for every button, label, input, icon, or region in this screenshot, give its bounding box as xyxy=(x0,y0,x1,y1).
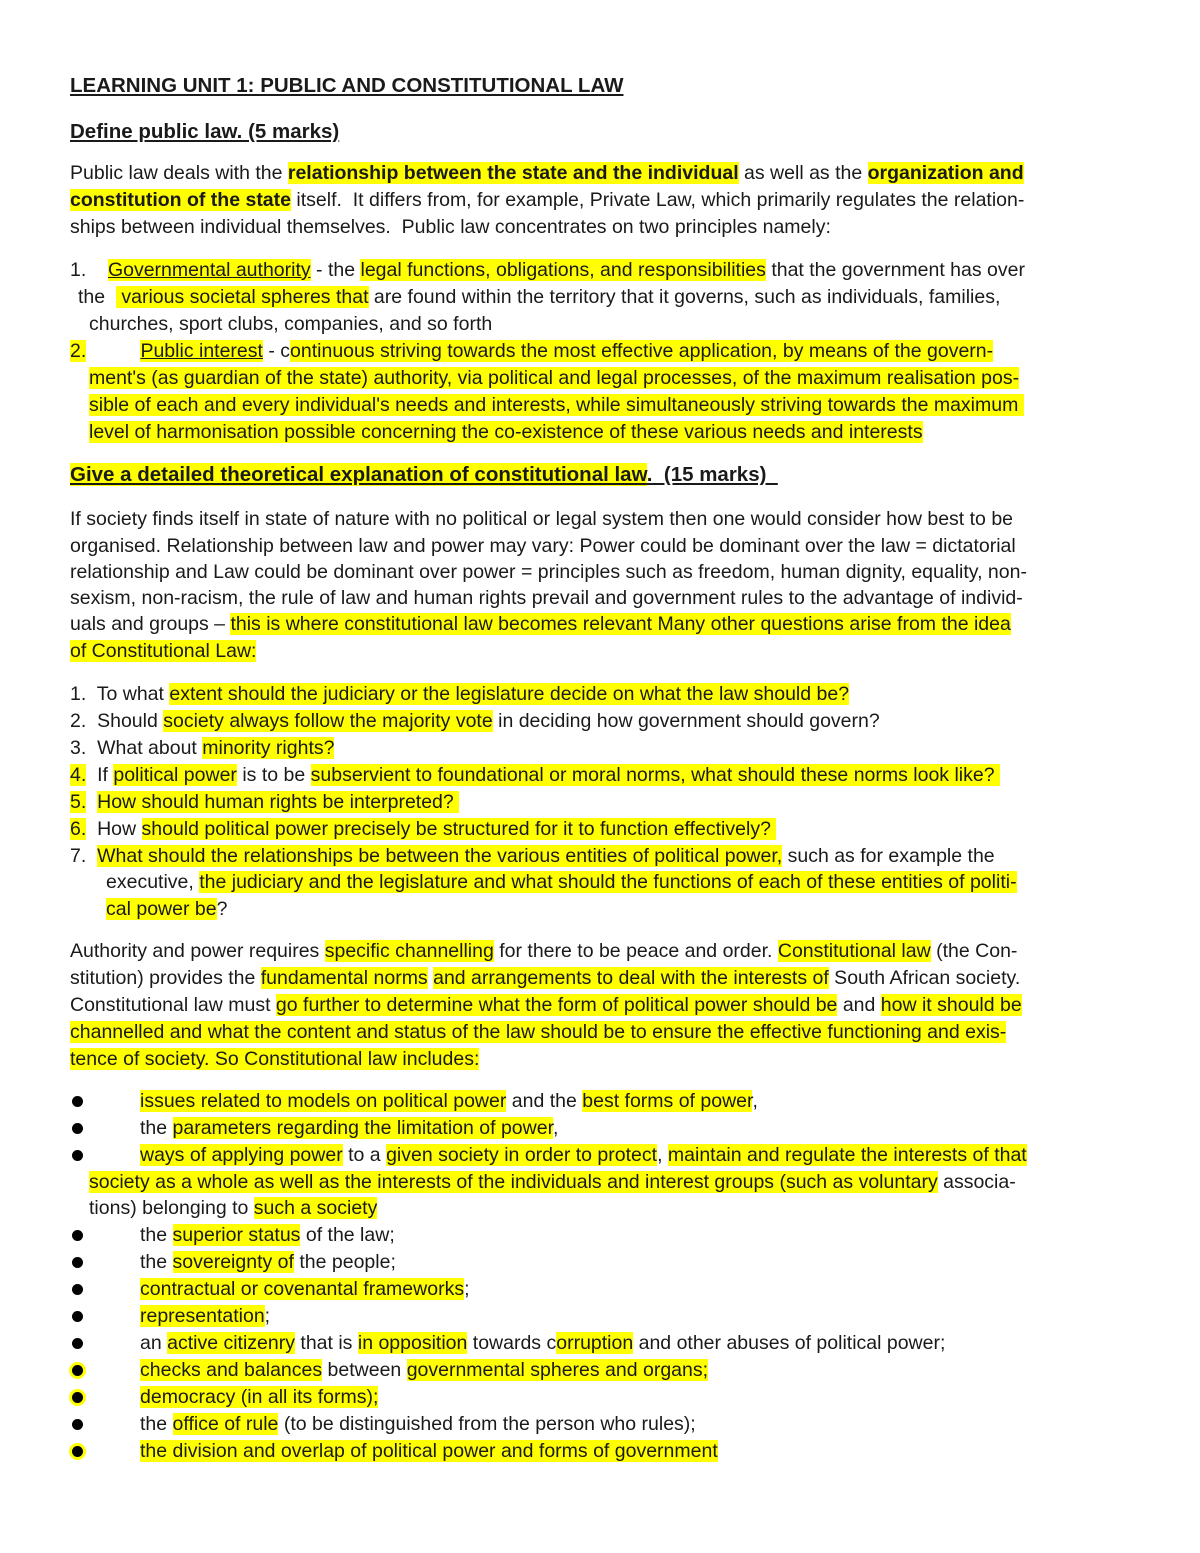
highlighted-text: maintain and regulate the interests of that xyxy=(667,1144,1027,1166)
highlighted-text: Governmental authority xyxy=(107,259,311,281)
bullet-icon xyxy=(72,1392,83,1403)
highlighted-text: How should human rights be interpreted? xyxy=(97,791,460,813)
highlighted-text: political power xyxy=(113,764,237,786)
text-run: , xyxy=(657,1144,668,1166)
highlighted-text: given society in order to protect xyxy=(386,1144,658,1166)
highlighted-text: this is where constitutional law becomes relevant Many other questions arise from the idea xyxy=(230,613,1011,635)
text-run: an xyxy=(140,1332,168,1354)
bullet-icon xyxy=(72,1257,83,1268)
text-run: . (15 marks) xyxy=(646,463,778,486)
text-line xyxy=(89,1169,1016,1196)
text-run: LEARNING UNIT 1: PUBLIC AND CONSTITUTIONAL LAW xyxy=(70,74,624,97)
highlighted-text: issues related to models on political power xyxy=(140,1090,507,1112)
highlighted-text: What should the relationships be between the various entities of political power, xyxy=(97,845,783,867)
text-run: the xyxy=(140,1224,173,1246)
text-line xyxy=(70,681,849,708)
text-line xyxy=(70,938,1017,965)
text-run: is to be xyxy=(236,764,311,786)
bullet-icon xyxy=(72,1096,83,1107)
text-line xyxy=(70,338,993,365)
highlighted-text: governmental spheres and organs; xyxy=(406,1359,709,1381)
highlighted-text: society as a whole as well as the interests of the individuals and interest groups (such as voluntary xyxy=(89,1171,938,1193)
text-line xyxy=(140,1249,396,1276)
text-run: itself. It differs from, for example, Private Law, which primarily regulates the relation- xyxy=(291,189,1025,211)
text-run: 3. What about xyxy=(70,737,203,759)
bullet-icon xyxy=(72,1150,83,1161)
text-line xyxy=(70,214,831,241)
text-line xyxy=(70,735,334,762)
text-line xyxy=(70,992,1022,1019)
text-run: organised. Relationship between law and power may vary: Power could be dominant over the law = dictatorial xyxy=(70,535,1016,557)
text-line xyxy=(89,311,492,338)
text-run: ; xyxy=(264,1305,271,1327)
text-line xyxy=(140,1115,558,1142)
highlighted-text: relationship between the state and the individual xyxy=(287,162,739,184)
highlighted-text: specific channelling xyxy=(324,940,494,962)
text-run: to a xyxy=(342,1144,387,1166)
text-line xyxy=(140,1411,696,1438)
highlighted-text: 6. xyxy=(70,818,87,840)
text-run: and xyxy=(837,994,881,1016)
text-run: - c xyxy=(262,340,291,362)
highlighted-text: fundamental norms xyxy=(260,967,428,989)
highlighted-text: democracy (in all its forms); xyxy=(140,1386,379,1408)
highlighted-text: and arrangements to deal with the interests of xyxy=(433,967,829,989)
text-line xyxy=(140,1222,395,1249)
highlighted-text: minority rights? xyxy=(202,737,335,759)
text-run: Constitutional law must xyxy=(70,994,276,1016)
highlighted-text: representation xyxy=(140,1305,265,1327)
text-line xyxy=(106,869,1017,896)
highlighted-text: the judiciary and the legislature and what should the functions of each of these entities of politi- xyxy=(199,871,1017,893)
text-run: If xyxy=(86,764,114,786)
highlighted-text: 4. xyxy=(70,764,87,786)
text-line xyxy=(89,1195,377,1222)
highlighted-text: constitution of the state xyxy=(70,189,291,211)
text-run: in deciding how government should govern? xyxy=(492,710,880,732)
bullet-icon xyxy=(72,1123,83,1134)
text-run: (to be distinguished from the person who rules); xyxy=(278,1413,696,1435)
text-run: Public law deals with the xyxy=(70,162,288,184)
text-run: uals and groups – xyxy=(70,613,231,635)
text-line xyxy=(70,559,1027,586)
text-run: churches, sport clubs, companies, and so forth xyxy=(89,313,493,335)
text-line xyxy=(140,1088,758,1115)
text-run: 7. xyxy=(70,845,98,867)
text-run: associa- xyxy=(937,1171,1016,1193)
highlighted-text: parameters regarding the limitation of power xyxy=(172,1117,553,1139)
text-run: If society finds itself in state of nature with no political or legal system then one would consider how best to be xyxy=(70,508,1014,530)
highlighted-text: 2. xyxy=(70,340,87,362)
highlighted-text: level of harmonisation possible concerning the co-existence of these various needs and interests xyxy=(89,421,923,443)
highlighted-text: extent should the judiciary or the legislature decide on what the law should be? xyxy=(169,683,850,705)
highlighted-text: Give a detailed theoretical explanation of constitutional law xyxy=(70,463,647,486)
highlighted-text: sovereignty of xyxy=(172,1251,294,1273)
text-run: relationship and Law could be dominant over power = principles such as freedom, human dignity, equality, non- xyxy=(70,561,1027,583)
text-run: (the Con- xyxy=(930,940,1018,962)
highlighted-text: how it should be xyxy=(880,994,1022,1016)
text-run: sexism, non-racism, the rule of law and human rights prevail and government rules to the advantage of individ- xyxy=(70,587,1023,609)
highlighted-text: office of rule xyxy=(172,1413,279,1435)
highlighted-text: ways of applying power xyxy=(140,1144,343,1166)
highlighted-text: best forms of power xyxy=(582,1090,753,1112)
text-run: the xyxy=(140,1251,173,1273)
bullet-icon xyxy=(72,1230,83,1241)
section-heading xyxy=(70,72,623,99)
text-line xyxy=(70,257,1025,284)
text-run: ? xyxy=(216,898,228,920)
bullet-icon xyxy=(72,1338,83,1349)
highlighted-text: contractual or covenantal frameworks xyxy=(140,1278,465,1300)
text-run: stitution) provides the xyxy=(70,967,261,989)
text-line xyxy=(70,708,880,735)
text-line xyxy=(70,638,256,665)
text-run: Authority and power requires xyxy=(70,940,325,962)
text-line xyxy=(140,1438,718,1465)
text-line xyxy=(140,1384,378,1411)
text-line xyxy=(70,611,1011,638)
text-run: are found within the territory that it governs, such as individuals, families, xyxy=(368,286,1001,308)
text-line xyxy=(140,1276,470,1303)
highlighted-text: orruption xyxy=(556,1332,634,1354)
text-line xyxy=(70,1046,479,1073)
text-run: the xyxy=(140,1117,173,1139)
text-line xyxy=(70,187,1024,214)
text-line xyxy=(89,392,1024,419)
bullet-icon xyxy=(72,1365,83,1376)
text-run: that is xyxy=(294,1332,358,1354)
text-run: 1. xyxy=(70,259,108,281)
highlighted-text: Constitutional law xyxy=(777,940,931,962)
text-line xyxy=(78,284,1000,311)
text-run: 2. Should xyxy=(70,710,164,732)
highlighted-text: 5. xyxy=(70,791,87,813)
text-line xyxy=(140,1357,708,1384)
text-line xyxy=(70,506,1013,533)
highlighted-text: cal power be xyxy=(106,898,217,920)
highlighted-text: the division and overlap of political power and forms of government xyxy=(140,1440,718,1462)
text-run: as well as the xyxy=(738,162,868,184)
bullet-icon xyxy=(72,1311,83,1322)
highlighted-text: sible of each and every individual's needs and interests, while simultaneously striving towards the maximum xyxy=(89,394,1024,416)
text-line xyxy=(70,843,995,870)
text-run: the people; xyxy=(293,1251,396,1273)
text-run: ; xyxy=(464,1278,470,1300)
section-heading xyxy=(70,118,339,145)
highlighted-text: such a society xyxy=(253,1197,378,1219)
highlighted-text: ontinuous striving towards the most effective application, by means of the govern- xyxy=(290,340,994,362)
highlighted-text: legal functions, obligations, and responsibilities xyxy=(360,259,766,281)
highlighted-text: active citizenry xyxy=(167,1332,295,1354)
text-run xyxy=(86,340,140,362)
text-run: , xyxy=(552,1117,559,1139)
section-heading xyxy=(70,461,778,488)
highlighted-text: channelled and what the content and status of the law should be to ensure the effective functioning and exis- xyxy=(70,1021,1007,1043)
text-line xyxy=(140,1330,945,1357)
text-line xyxy=(140,1303,270,1330)
text-run: the xyxy=(140,1413,173,1435)
text-line xyxy=(70,816,776,843)
bullet-icon xyxy=(72,1446,83,1457)
text-run: the xyxy=(78,286,116,308)
text-line xyxy=(70,965,1020,992)
text-run: of the law; xyxy=(300,1224,395,1246)
text-line xyxy=(89,419,923,446)
text-line xyxy=(70,585,1023,612)
highlighted-text: subservient to foundational or moral norms, what should these norms look like? xyxy=(310,764,1000,786)
text-line xyxy=(106,896,227,923)
text-run: that the government has over xyxy=(765,259,1025,281)
highlighted-text: superior status xyxy=(172,1224,301,1246)
highlighted-text: tence of society. So Constitutional law includes: xyxy=(70,1048,480,1070)
text-run: towards c xyxy=(467,1332,557,1354)
bullet-icon xyxy=(72,1419,83,1430)
text-line xyxy=(70,762,1000,789)
text-run: and the xyxy=(506,1090,583,1112)
highlighted-text: go further to determine what the form of political power should be xyxy=(275,994,838,1016)
highlighted-text: organization and xyxy=(867,162,1024,184)
text-run: South African society. xyxy=(828,967,1021,989)
text-line xyxy=(70,533,1016,560)
highlighted-text: various societal spheres that xyxy=(115,286,369,308)
text-run: executive, xyxy=(106,871,200,893)
text-line xyxy=(89,365,1019,392)
text-line xyxy=(70,160,1024,187)
highlighted-text: Public interest xyxy=(140,340,263,362)
bullet-icon xyxy=(72,1284,83,1295)
highlighted-text: checks and balances xyxy=(140,1359,323,1381)
text-run: and other abuses of political power; xyxy=(633,1332,946,1354)
highlighted-text: ment's (as guardian of the state) authority, via political and legal processes, of the maximum realisation pos- xyxy=(89,367,1020,389)
highlighted-text: should political power precisely be structured for it to function effectively? xyxy=(141,818,777,840)
text-run: - the xyxy=(310,259,361,281)
highlighted-text: in opposition xyxy=(357,1332,468,1354)
text-run: tions) belonging to xyxy=(89,1197,254,1219)
text-run: for there to be peace and order. xyxy=(493,940,778,962)
text-line xyxy=(70,1019,1006,1046)
text-run: ships between individual themselves. Public law concentrates on two principles namely: xyxy=(70,216,831,238)
text-line xyxy=(70,789,459,816)
text-run: 1. To what xyxy=(70,683,170,705)
highlighted-text: society always follow the majority vote xyxy=(163,710,493,732)
text-line xyxy=(140,1142,1027,1169)
text-run xyxy=(86,791,97,813)
text-run: such as for example the xyxy=(782,845,995,867)
text-run: Define public law. (5 marks) xyxy=(70,120,340,143)
text-run: How xyxy=(86,818,142,840)
text-run: , xyxy=(752,1090,758,1112)
text-run: between xyxy=(322,1359,407,1381)
highlighted-text: of Constitutional Law: xyxy=(70,640,257,662)
